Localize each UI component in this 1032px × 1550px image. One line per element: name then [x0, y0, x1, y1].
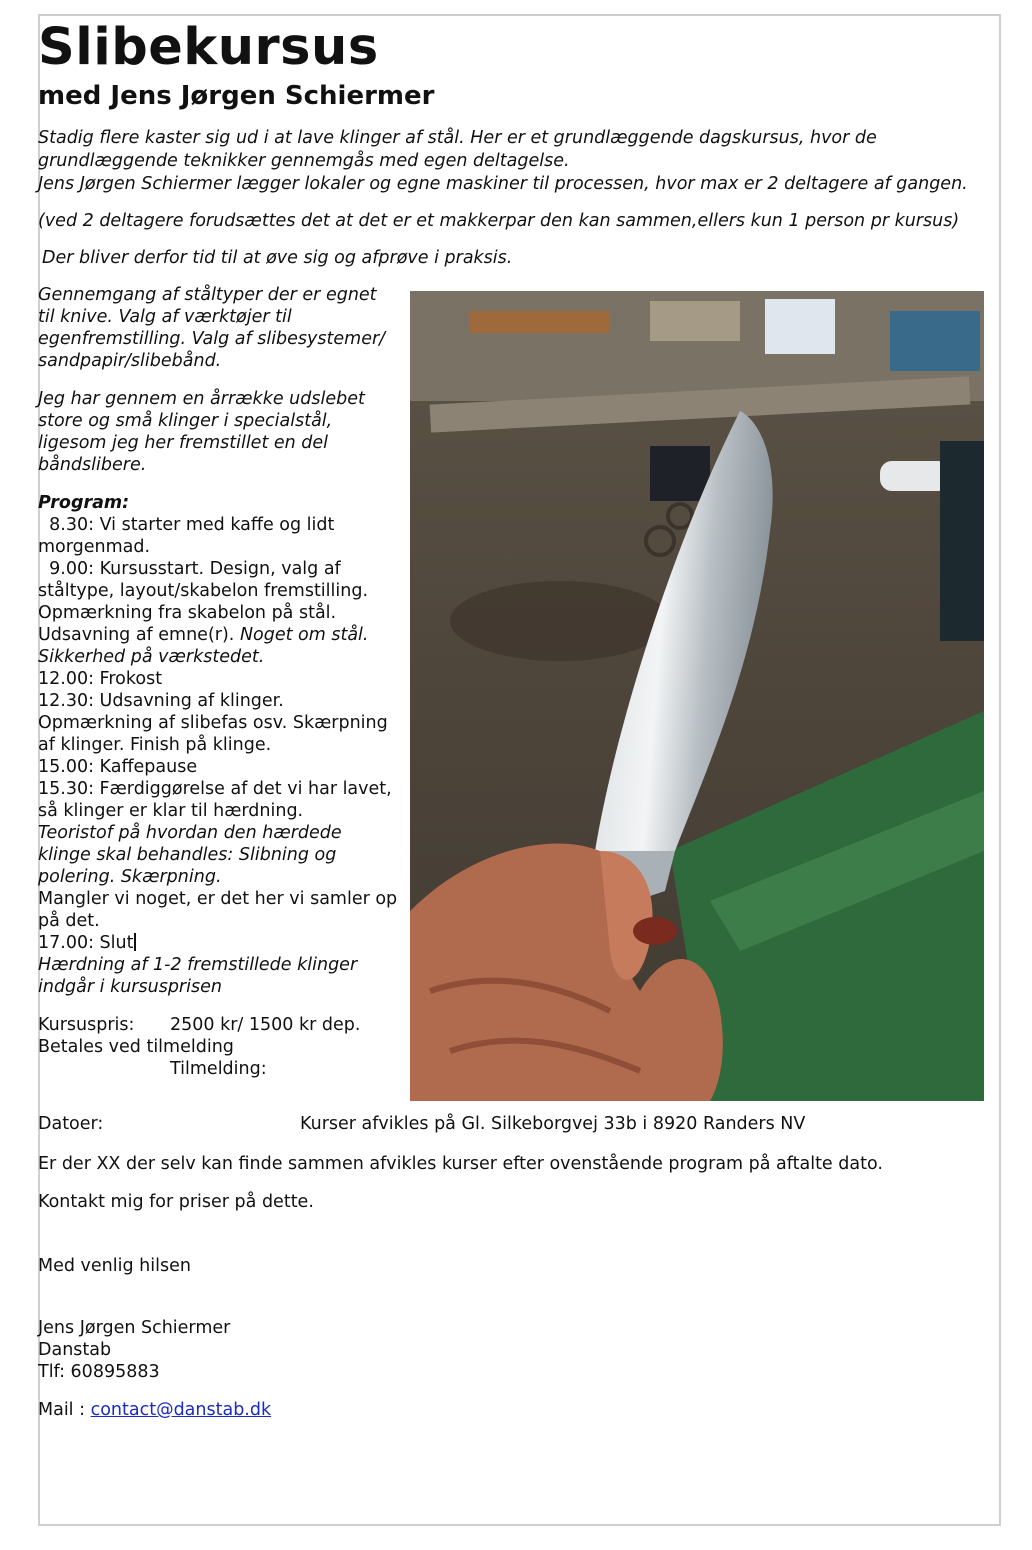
- document-body: [38, 18, 996, 1421]
- course-description: [38, 284, 398, 1080]
- program-item: Mangler vi noget, er det her vi samler op på det.: [38, 889, 398, 931]
- mail-label: Mail :: [38, 1400, 91, 1420]
- dates-row: [38, 1113, 996, 1135]
- footer-section: [38, 1113, 996, 1421]
- intro-line-1: Stadig flere kaster sig ud i at lave klinger af stål. Her er et grundlæggende dagskursus, hvor de grundlæggende teknikker gennemgås med egen deltagelse.: [38, 128, 877, 171]
- program-item-italic: Noget om stål. Sikkerhed på værkstedet.: [38, 625, 375, 667]
- mail-row: [38, 1399, 996, 1421]
- group-note: Er der XX der selv kan finde sammen afvikles kurser efter ovenstående program på aftalte dato.: [38, 1154, 883, 1174]
- program-item: 12.30: Udsavning af klinger. Opmærkning af slibefas osv. Skærpning af klinger. Finish på klinge.: [38, 691, 388, 755]
- page-title: Slibekursus: [38, 18, 379, 77]
- intro-line-2: Jens Jørgen Schiermer lægger lokaler og egne maskiner til processen, hvor max er 2 deltagere af gangen.: [38, 174, 968, 194]
- program-item: 8.30: Vi starter med kaffe og lidt morgenmad.: [38, 515, 340, 557]
- signup-label: Tilmelding:: [170, 1059, 267, 1079]
- program-item: 15.30: Færdiggørelse af det vi har lavet, så klinger er klar til hærdning.: [38, 779, 392, 821]
- program-item: 15.00: Kaffepause: [38, 757, 198, 777]
- payment-note: Betales ved tilmelding: [38, 1037, 234, 1057]
- location-text: Kurser afvikles på Gl. Silkeborgvej 33b i 8920 Randers NV: [300, 1114, 806, 1134]
- dates-label: Datoer:: [38, 1114, 104, 1134]
- price-row: [38, 1014, 398, 1036]
- mail-link[interactable]: contact@danstab.dk: [90, 1400, 272, 1420]
- price-value: 2500 kr/ 1500 kr dep.: [170, 1015, 361, 1035]
- signature-company: Danstab: [38, 1340, 112, 1360]
- participants-note: (ved 2 deltagere forudsættes det at det er et makkerpar den kan sammen,ellers kun 1 person pr kursus): [38, 211, 960, 231]
- signature-phone: Tlf: 60895883: [38, 1362, 160, 1382]
- greeting: Med venlig hilsen: [38, 1256, 191, 1276]
- program-item: 12.00: Frokost: [38, 669, 163, 689]
- experience-paragraph: Jeg har gennem en årrække udslebet store og små klinger i specialstål, ligesom jeg her fremstillet en del båndslibere.: [38, 389, 365, 475]
- program-item: 17.00: Slut: [38, 932, 398, 954]
- program-heading: Program:: [38, 493, 130, 513]
- knife-photo: [410, 291, 984, 1101]
- page-subtitle: med Jens Jørgen Schiermer: [38, 81, 435, 111]
- signature-name: Jens Jørgen Schiermer: [38, 1318, 231, 1338]
- text-cursor: [134, 933, 136, 951]
- course-details: [38, 284, 996, 1096]
- practice-note: Der bliver derfor tid til at øve sig og afprøve i praksis.: [42, 248, 513, 268]
- contact-note: Kontakt mig for priser på dette.: [38, 1192, 314, 1212]
- theory-note: Teoristof på hvordan den hærdede klinge skal behandles: Slibning og polering. Skærpning.: [38, 823, 342, 887]
- steel-types-paragraph: Gennemgang af ståltyper der er egnet til knive. Valg af værktøjer til egenfremstilling. Valg af slibesystemer/ sandpapir/slibebånd.: [38, 285, 386, 371]
- hardening-note: Hærdning af 1-2 fremstillede klinger indgår i kursusprisen: [38, 955, 358, 997]
- intro-text: [38, 127, 996, 196]
- program-item: 9.00: Kursusstart. Design, valg af ståltype, layout/skabelon fremstilling. Opmærkning fra skabelon på stål. Udsavning af emne(r). Noget om stål. Sikkerhed på værkstedet.: [38, 559, 375, 667]
- price-label: Kursuspris:: [38, 1015, 135, 1035]
